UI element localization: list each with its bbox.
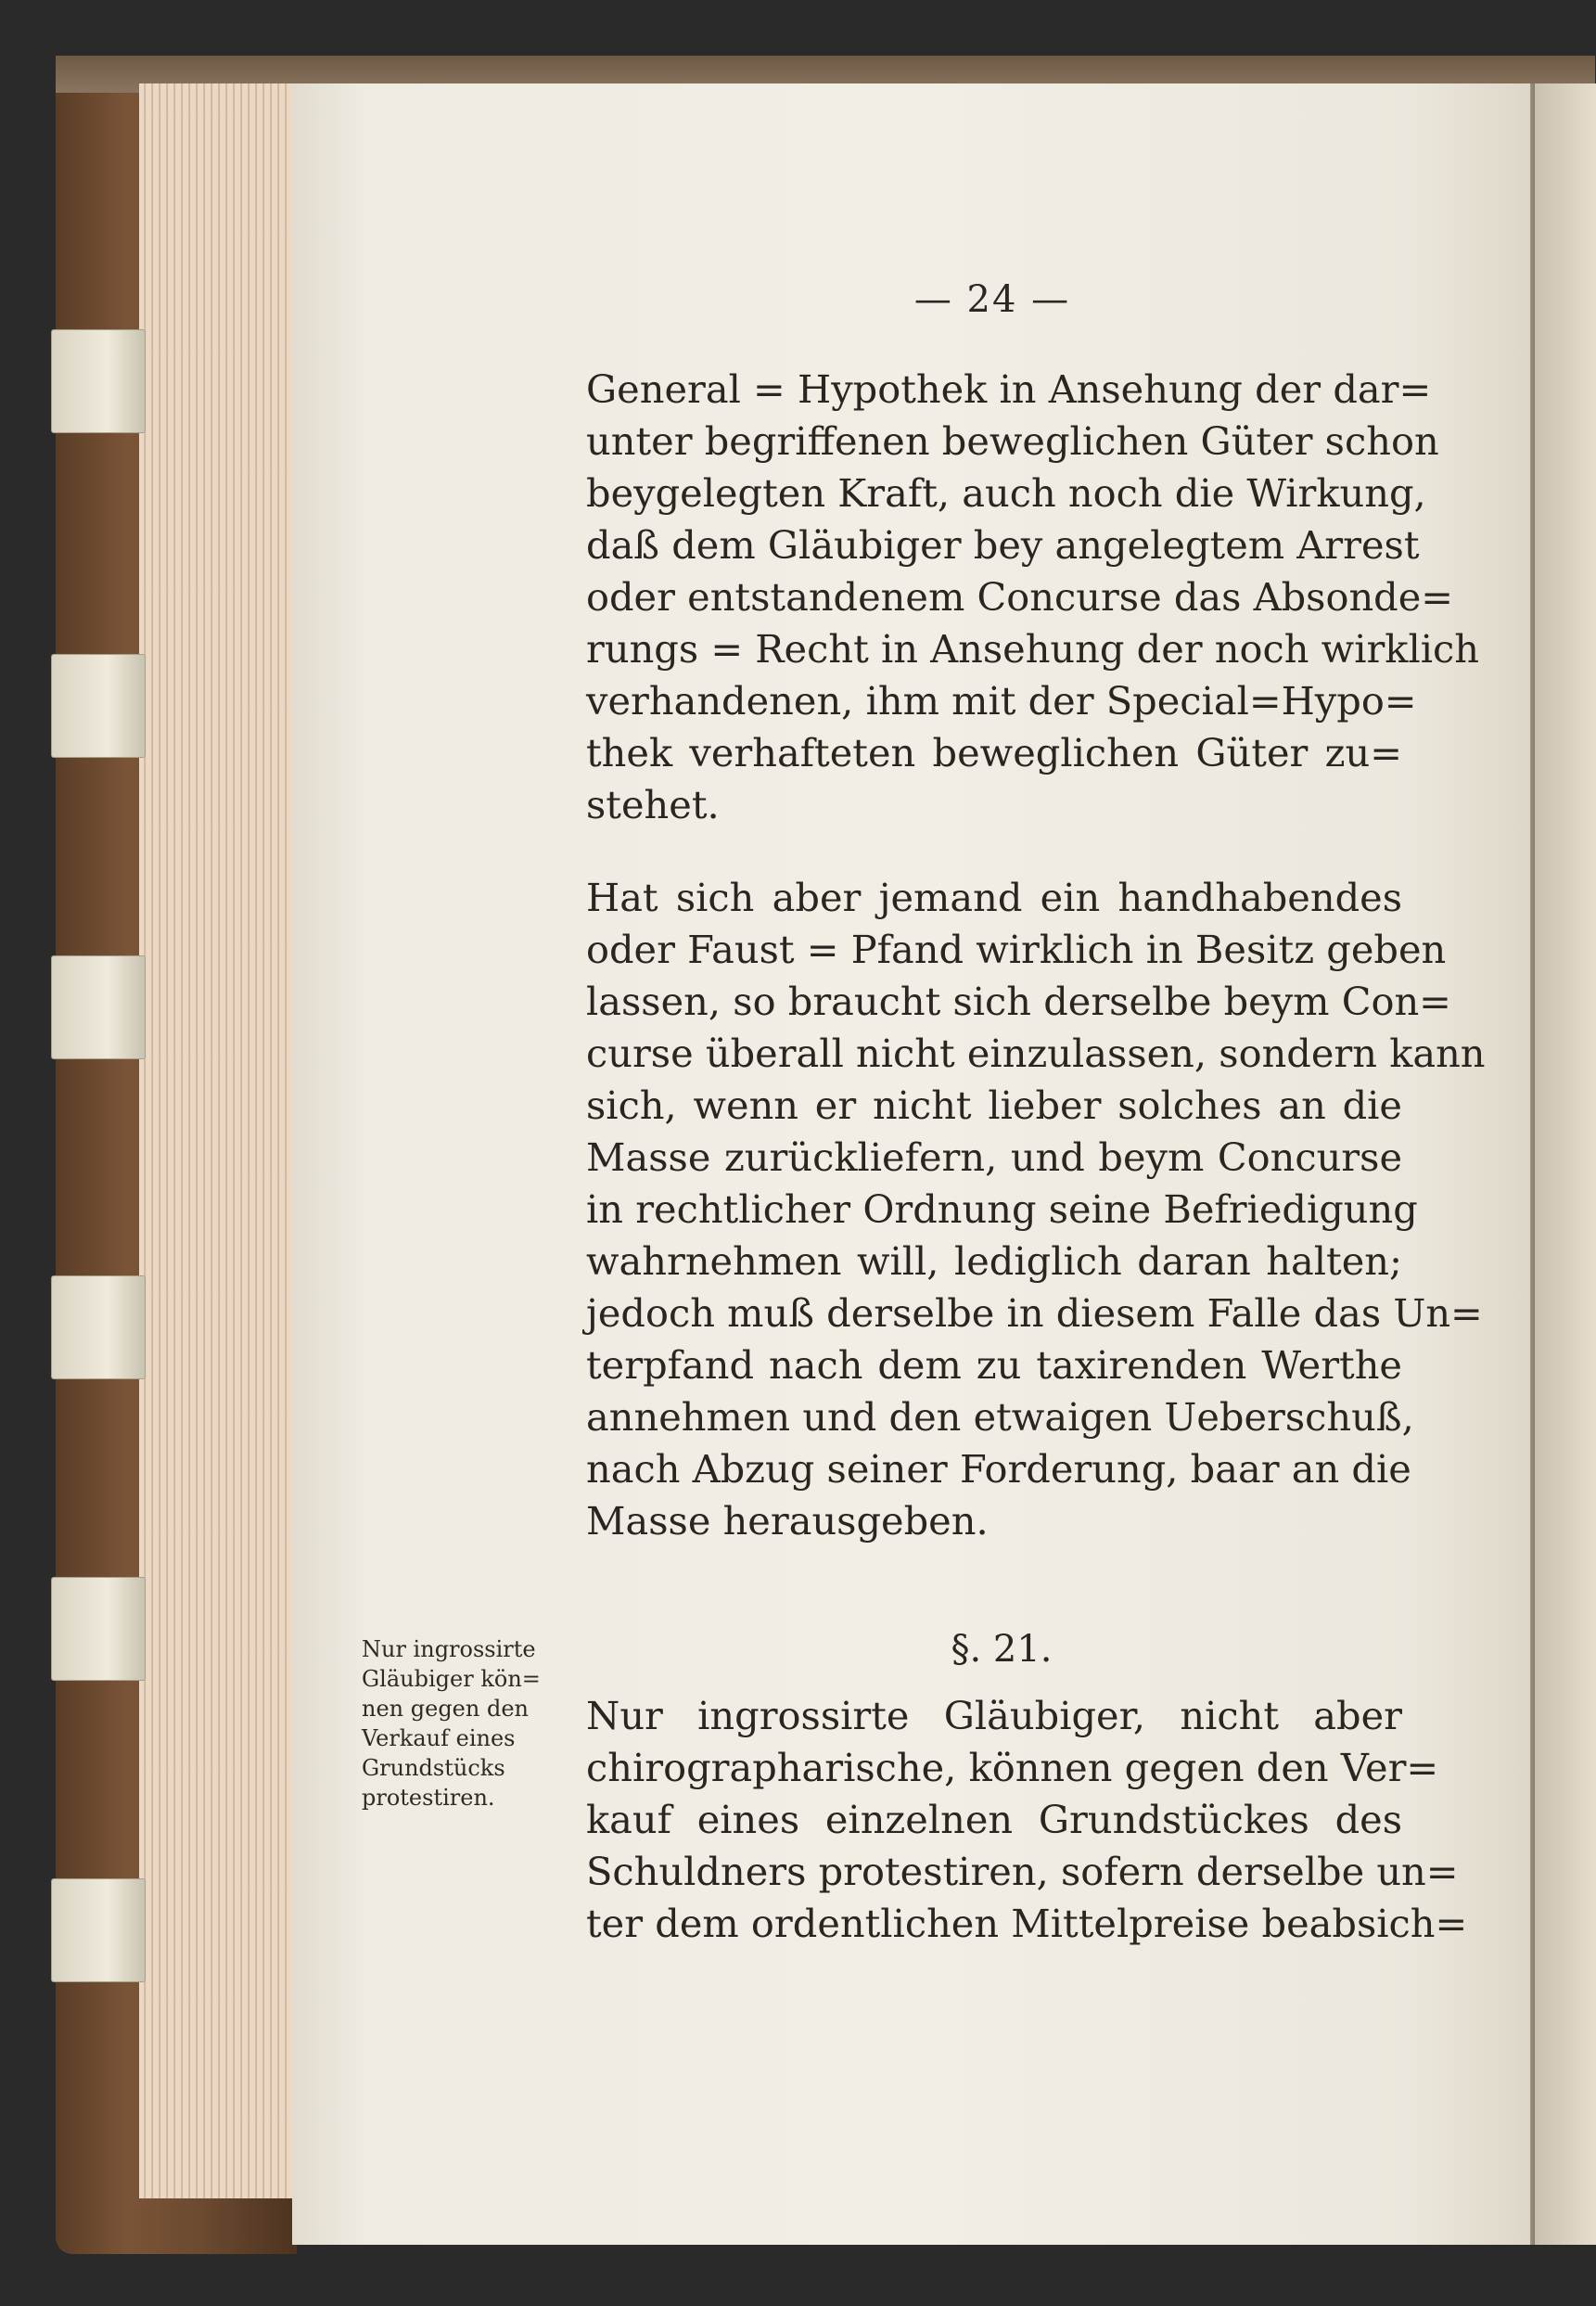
- text-line: Hat sich aber jemand ein handhabendes: [586, 875, 1402, 920]
- text-line: Masse zurückliefern, und beym Concurse: [586, 1134, 1402, 1180]
- marginal-line: nen gegen den: [362, 1696, 529, 1722]
- index-tab[interactable]: [51, 955, 146, 1059]
- index-tab[interactable]: [51, 1275, 146, 1379]
- text-line: sich, wenn er nicht lieber solches an die: [586, 1083, 1402, 1128]
- text-line: chirographarische, können gegen den Ver=: [586, 1745, 1439, 1790]
- text-line: annehmen und den etwaigen Ueberschuß,: [586, 1394, 1414, 1440]
- page-number: — 24 —: [913, 278, 1071, 321]
- text-line: Masse herausgeben.: [586, 1498, 989, 1544]
- marginal-line: Grundstücks: [362, 1755, 505, 1781]
- paragraph-3: [586, 1690, 1468, 1950]
- marginal-line: protestiren.: [362, 1785, 495, 1811]
- text-line: Nur ingrossirte Gläubiger, nicht aber: [586, 1693, 1402, 1738]
- text-line: Schuldners protestiren, sofern derselbe un=: [586, 1849, 1459, 1894]
- text-line: lassen, so braucht sich derselbe beym Con=: [586, 979, 1451, 1024]
- text-line: nach Abzug seiner Forderung, baar an die: [586, 1446, 1411, 1492]
- text-line: rungs = Recht in Ansehung der noch wirklich: [586, 626, 1479, 672]
- index-tab[interactable]: [51, 1878, 146, 1982]
- text-line: stehet.: [586, 782, 720, 827]
- marginal-line: Gläubiger kön=: [362, 1666, 541, 1692]
- index-tab[interactable]: [51, 329, 146, 433]
- paragraph-1: [586, 364, 1479, 831]
- text-line: kauf eines einzelnen Grundstückes des: [586, 1797, 1402, 1842]
- marginal-line: Verkauf eines: [362, 1725, 516, 1751]
- text-line: terpfand nach dem zu taxirenden Werthe: [586, 1342, 1402, 1388]
- text-line: thek verhafteten beweglichen Güter zu=: [586, 730, 1402, 775]
- text-line: General = Hypothek in Ansehung der dar=: [586, 366, 1432, 412]
- text-line: oder Faust = Pfand wirklich in Besitz geben: [586, 927, 1447, 972]
- marginal-line: Nur ingrossirte: [362, 1636, 536, 1662]
- text-line: curse überall nicht einzulassen, sondern kann: [586, 1031, 1486, 1076]
- index-tab[interactable]: [51, 1577, 146, 1681]
- text-line: ter dem ordentlichen Mittelpreise beabsich=: [586, 1901, 1468, 1946]
- index-tab[interactable]: [51, 654, 146, 758]
- text-line: in rechtlicher Ordnung seine Befriedigung: [586, 1186, 1418, 1232]
- paragraph-2: [586, 872, 1486, 1547]
- text-line: beygelegten Kraft, auch noch die Wirkung,: [586, 470, 1426, 516]
- text-line: wahrnehmen will, lediglich daran halten;: [586, 1238, 1402, 1284]
- facing-page-edge: [1535, 83, 1596, 2245]
- text-line: unter begriffenen beweglichen Güter schon: [586, 418, 1439, 464]
- text-line: jedoch muß derselbe in diesem Falle das Un=: [586, 1290, 1483, 1336]
- section-heading: §. 21.: [951, 1628, 1053, 1671]
- page-edges: [139, 83, 306, 2198]
- text-line: verhandenen, ihm mit der Special=Hypo=: [586, 678, 1417, 724]
- text-line: oder entstandenem Concurse das Absonde=: [586, 574, 1454, 620]
- marginal-note: [362, 1634, 584, 1813]
- text-line: daß dem Gläubiger bey angelegtem Arrest: [586, 522, 1420, 568]
